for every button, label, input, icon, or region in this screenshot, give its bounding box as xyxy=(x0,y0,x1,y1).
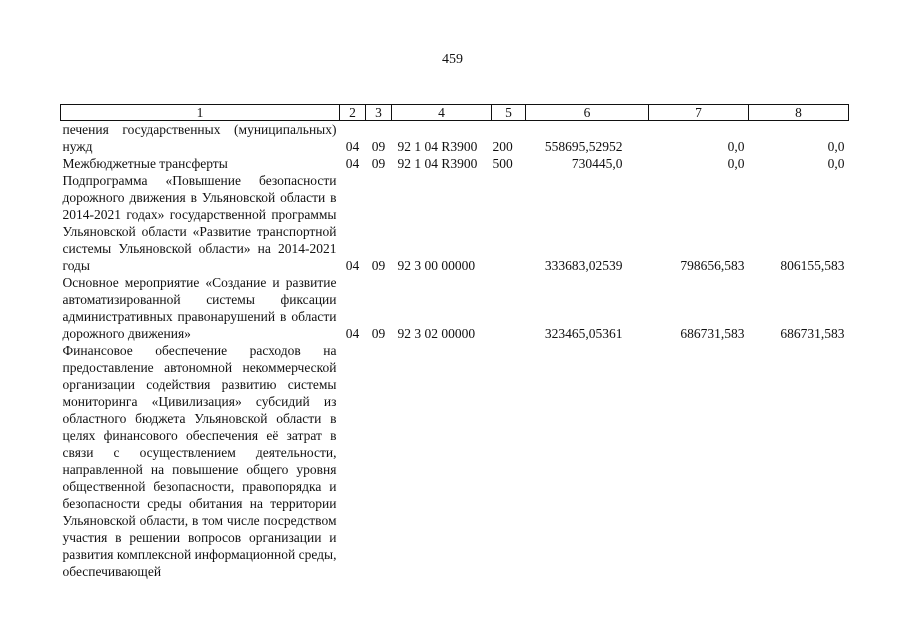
row-value-7: 686731,583 xyxy=(680,326,745,341)
row-value-7: 798656,583 xyxy=(680,258,745,273)
table-row xyxy=(61,274,849,342)
row-target-article: 92 3 00 00000 xyxy=(397,258,476,273)
header-col-1: 1 xyxy=(61,105,340,121)
header-col-5: 5 xyxy=(492,105,526,121)
header-col-3: 3 xyxy=(366,105,392,121)
row-name: Межбюджетные трансферты xyxy=(62,156,228,171)
row-section: 04 xyxy=(345,258,360,273)
row-expense-type: 500 xyxy=(492,156,513,171)
row-value-7: 0,0 xyxy=(727,139,745,154)
header-col-7: 7 xyxy=(649,105,749,121)
row-target-article xyxy=(392,342,492,580)
row-value-7 xyxy=(649,342,749,580)
table-body xyxy=(61,121,849,581)
row-value-8 xyxy=(749,342,849,580)
row-subsection: 09 xyxy=(371,139,386,154)
row-value-8: 686731,583 xyxy=(780,326,845,341)
row-value-6: 730445,0 xyxy=(571,156,623,171)
row-subsection: 09 xyxy=(371,258,386,273)
page-number: 459 xyxy=(442,52,463,67)
row-value-6: 323465,05361 xyxy=(544,326,623,341)
table-row xyxy=(61,342,849,580)
row-value-6 xyxy=(526,342,649,580)
row-value-8: 806155,583 xyxy=(780,258,845,273)
row-value-8: 0,0 xyxy=(827,156,845,171)
header-col-2: 2 xyxy=(340,105,366,121)
row-section: 04 xyxy=(345,139,360,154)
table-header xyxy=(61,105,849,121)
row-expense-type: 200 xyxy=(492,139,513,154)
row-section xyxy=(340,342,366,580)
row-name: Финансовое обеспечение расходов на предоставление автономной некоммерческой организации содействия развитию системы мониторинга «Цивилизация» субсидий из областного бюджета Ульяновской области в целях финансового обеспечения её затрат в связи с осуществлением деятельности, направленной на повышение общего уровня общественной безопасности, правопорядка и безопасности среды обитания на территории Ульяновской области, в том числе посредством участия в решении вопросов организации и развития комплексной информационной среды, обеспечивающей xyxy=(62,343,337,579)
row-expense-type xyxy=(492,172,526,274)
row-target-article: 92 1 04 R3900 xyxy=(397,139,478,154)
header-col-4: 4 xyxy=(392,105,492,121)
row-value-6: 558695,52952 xyxy=(544,139,623,154)
row-subsection: 09 xyxy=(371,326,386,341)
row-name: Основное мероприятие «Создание и развитие автоматизированной системы фиксации административных правонарушений в области дорожного движения» xyxy=(62,275,337,341)
budget-table xyxy=(60,104,849,580)
row-subsection: 09 xyxy=(371,156,386,171)
row-expense-type xyxy=(492,274,526,342)
table-row xyxy=(61,121,849,156)
row-name: печения государственных (муниципальных) нужд xyxy=(62,122,337,154)
row-target-article: 92 1 04 R3900 xyxy=(397,156,478,171)
row-value-8: 0,0 xyxy=(827,139,845,154)
row-subsection xyxy=(366,342,392,580)
row-name: Подпрограмма «Повышение безопасности дорожного движения в Ульяновской области в 2014-2021 годах» государственной программы Ульяновской области «Развитие транспортной системы Ульяновской области» на 2014-2021 годы xyxy=(62,173,337,273)
header-col-8: 8 xyxy=(749,105,849,121)
table-row xyxy=(61,172,849,274)
header-row xyxy=(61,105,849,121)
header-col-6: 6 xyxy=(526,105,649,121)
row-section: 04 xyxy=(345,326,360,341)
row-value-6: 333683,02539 xyxy=(544,258,623,273)
table-row xyxy=(61,155,849,172)
row-section: 04 xyxy=(345,156,360,171)
row-target-article: 92 3 02 00000 xyxy=(397,326,476,341)
row-value-7: 0,0 xyxy=(727,156,745,171)
row-expense-type xyxy=(492,342,526,580)
